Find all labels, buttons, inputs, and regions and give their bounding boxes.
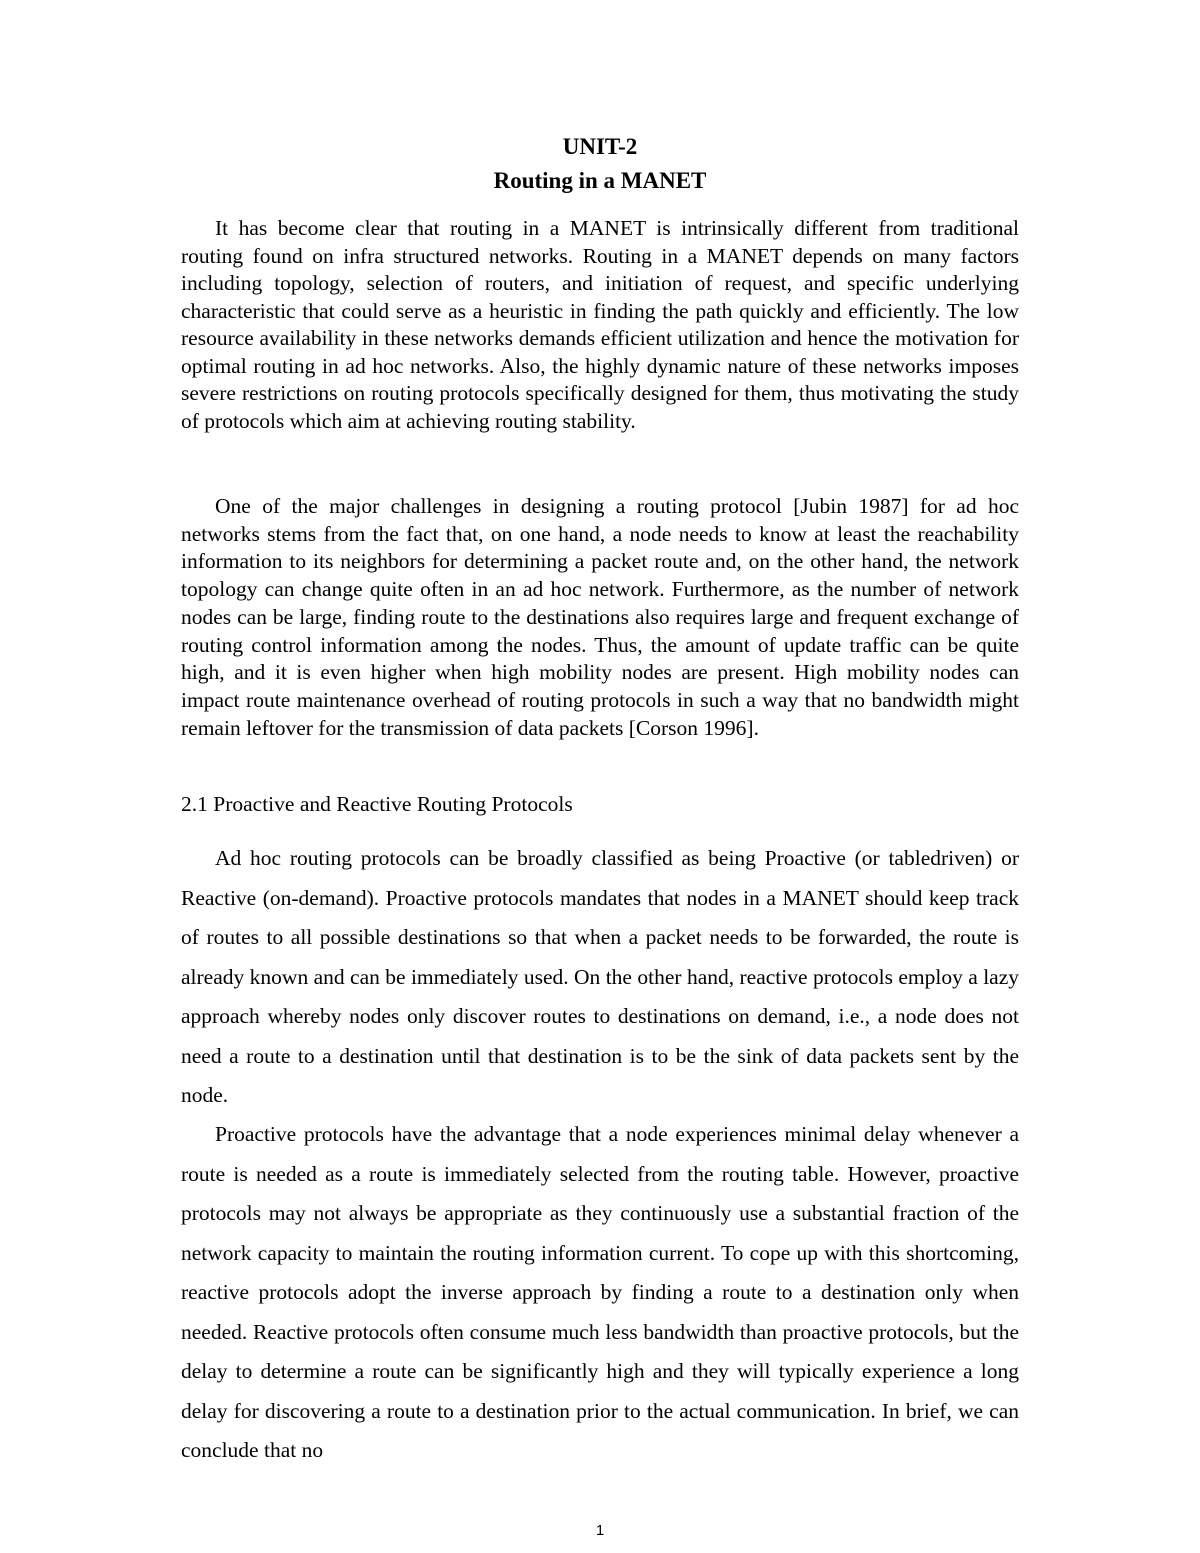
paragraph-challenges [181, 493, 1019, 742]
paragraph-text: It has become clear that routing in a MANET is intrinsically different from traditional routing found on infra structured networks. Routing in a MANET depends on many factors including topology, selection of routers, and initiation of request, and specific underlying characteristic that could serve as a heuristic in finding the path quickly and efficiently. The low resource availability in these networks demands efficient utilization and hence the motivation for optimal routing in ad hoc networks. Also, the highly dynamic nature of these networks imposes severe restrictions on routing protocols specifically designed for them, thus motivating the study of protocols which aim at achieving routing stability. [181, 216, 1019, 433]
paragraph-intro [181, 215, 1019, 435]
paragraph-text: One of the major challenges in designing a routing protocol [Jubin 1987] for ad hoc networks stems from the fact that, on one hand, a node needs to know at least the reachability information to its neighbors for determining a packet route and, on the other hand, the network topology can change quite often in an ad hoc network. Furthermore, as the number of network nodes can be large, finding route to the destinations also requires large and frequent exchange of routing control information among the nodes. Thus, the amount of update traffic can be quite high, and it is even higher when high mobility nodes are present. High mobility nodes can impact route maintenance overhead of routing protocols in such a way that no bandwidth might remain leftover for the transmission of data packets [Corson 1996]. [181, 494, 1019, 740]
paragraph-classification [181, 839, 1019, 1116]
section-heading: 2.1 Proactive and Reactive Routing Protocols [181, 792, 573, 816]
page-number: 1 [595, 1522, 605, 1539]
paragraph-text: Ad hoc routing protocols can be broadly classified as being Proactive (or tabledriven) or Reactive (on-demand). Proactive protocols mandates that nodes in a MANET should keep track of routes to all possible destinations so that when a packet needs to be forwarded, the route is already known and can be immediately used. On the other hand, reactive protocols employ a lazy approach whereby nodes only discover routes to destinations on demand, i.e., a node does not need a route to a destination until that destination is to be the sink of data packets sent by the node. [181, 846, 1019, 1107]
title-block [180, 130, 1020, 198]
paragraph-proactive-advantage [181, 1115, 1019, 1471]
paragraph-text: Proactive protocols have the advantage that a node experiences minimal delay whenever a route is needed as a route is immediately selected from the routing table. However, proactive protocols may not always be appropriate as they continuously use a substantial fraction of the network capacity to maintain the routing information current. To cope up with this shortcoming, reactive protocols adopt the inverse approach by finding a route to a destination only when needed. Reactive protocols often consume much less bandwidth than proactive protocols, but the delay to determine a route can be significantly high and they will typically experience a long delay for discovering a route to a destination prior to the actual communication. In brief, we can conclude that no [181, 1122, 1019, 1462]
unit-label: UNIT-2 [562, 134, 638, 159]
page-title: Routing in a MANET [493, 168, 707, 193]
